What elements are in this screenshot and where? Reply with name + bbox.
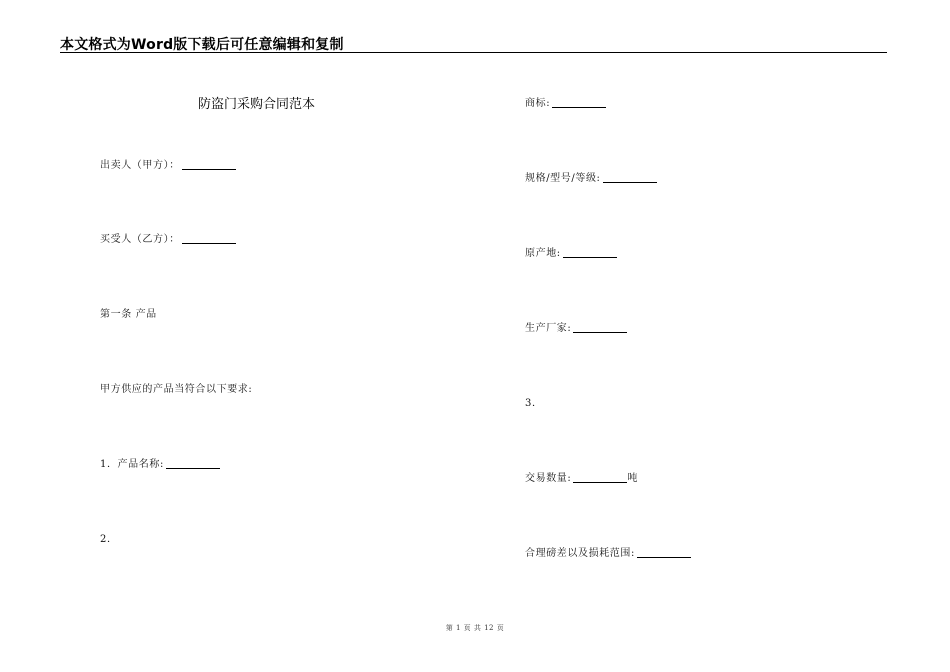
brand-field [525, 94, 606, 109]
manufacturer-label: 生产厂家: [525, 323, 572, 334]
product-name-field [100, 455, 220, 470]
quantity-field [525, 469, 638, 484]
tolerance-field [525, 544, 691, 559]
tolerance-label: 合理磅差以及损耗范围: [525, 548, 635, 559]
spec-label: 规格/型号/等级: [525, 173, 601, 184]
origin-label: 原产地: [525, 248, 561, 259]
quantity-label: 交易数量: [525, 473, 572, 484]
quantity-blank [573, 482, 627, 483]
article-1-heading: 第一条 产品 [100, 309, 157, 320]
buyer-blank [182, 243, 236, 244]
brand-label: 商标: [525, 98, 551, 109]
origin-blank [563, 257, 617, 258]
requirement-text: 甲方供应的产品当符合以下要求: [100, 384, 253, 395]
page-number: 第 1 页 共 12 页 [445, 624, 505, 632]
item-2-label: 2． [100, 534, 118, 545]
header-divider [60, 52, 887, 53]
origin-field [525, 244, 617, 259]
document-header: 本文格式为Word版下载后可任意编辑和复制 [60, 37, 344, 53]
seller-blank [182, 169, 236, 170]
manufacturer-field [525, 319, 627, 334]
buyer-label: 买受人（乙方）： [100, 234, 180, 245]
spec-blank [603, 182, 657, 183]
spec-field [525, 169, 657, 184]
seller-label: 出卖人（甲方）： [100, 160, 180, 171]
item-3-label: 3． [525, 398, 543, 409]
seller-field [100, 156, 236, 171]
product-name-blank [166, 468, 220, 469]
product-name-label: 1．产品名称: [100, 459, 164, 470]
tolerance-blank [637, 557, 691, 558]
document-title: 防盗门采购合同范本 [198, 97, 316, 112]
quantity-unit: 吨 [627, 473, 638, 484]
brand-blank [552, 107, 606, 108]
buyer-field [100, 230, 236, 245]
manufacturer-blank [573, 332, 627, 333]
